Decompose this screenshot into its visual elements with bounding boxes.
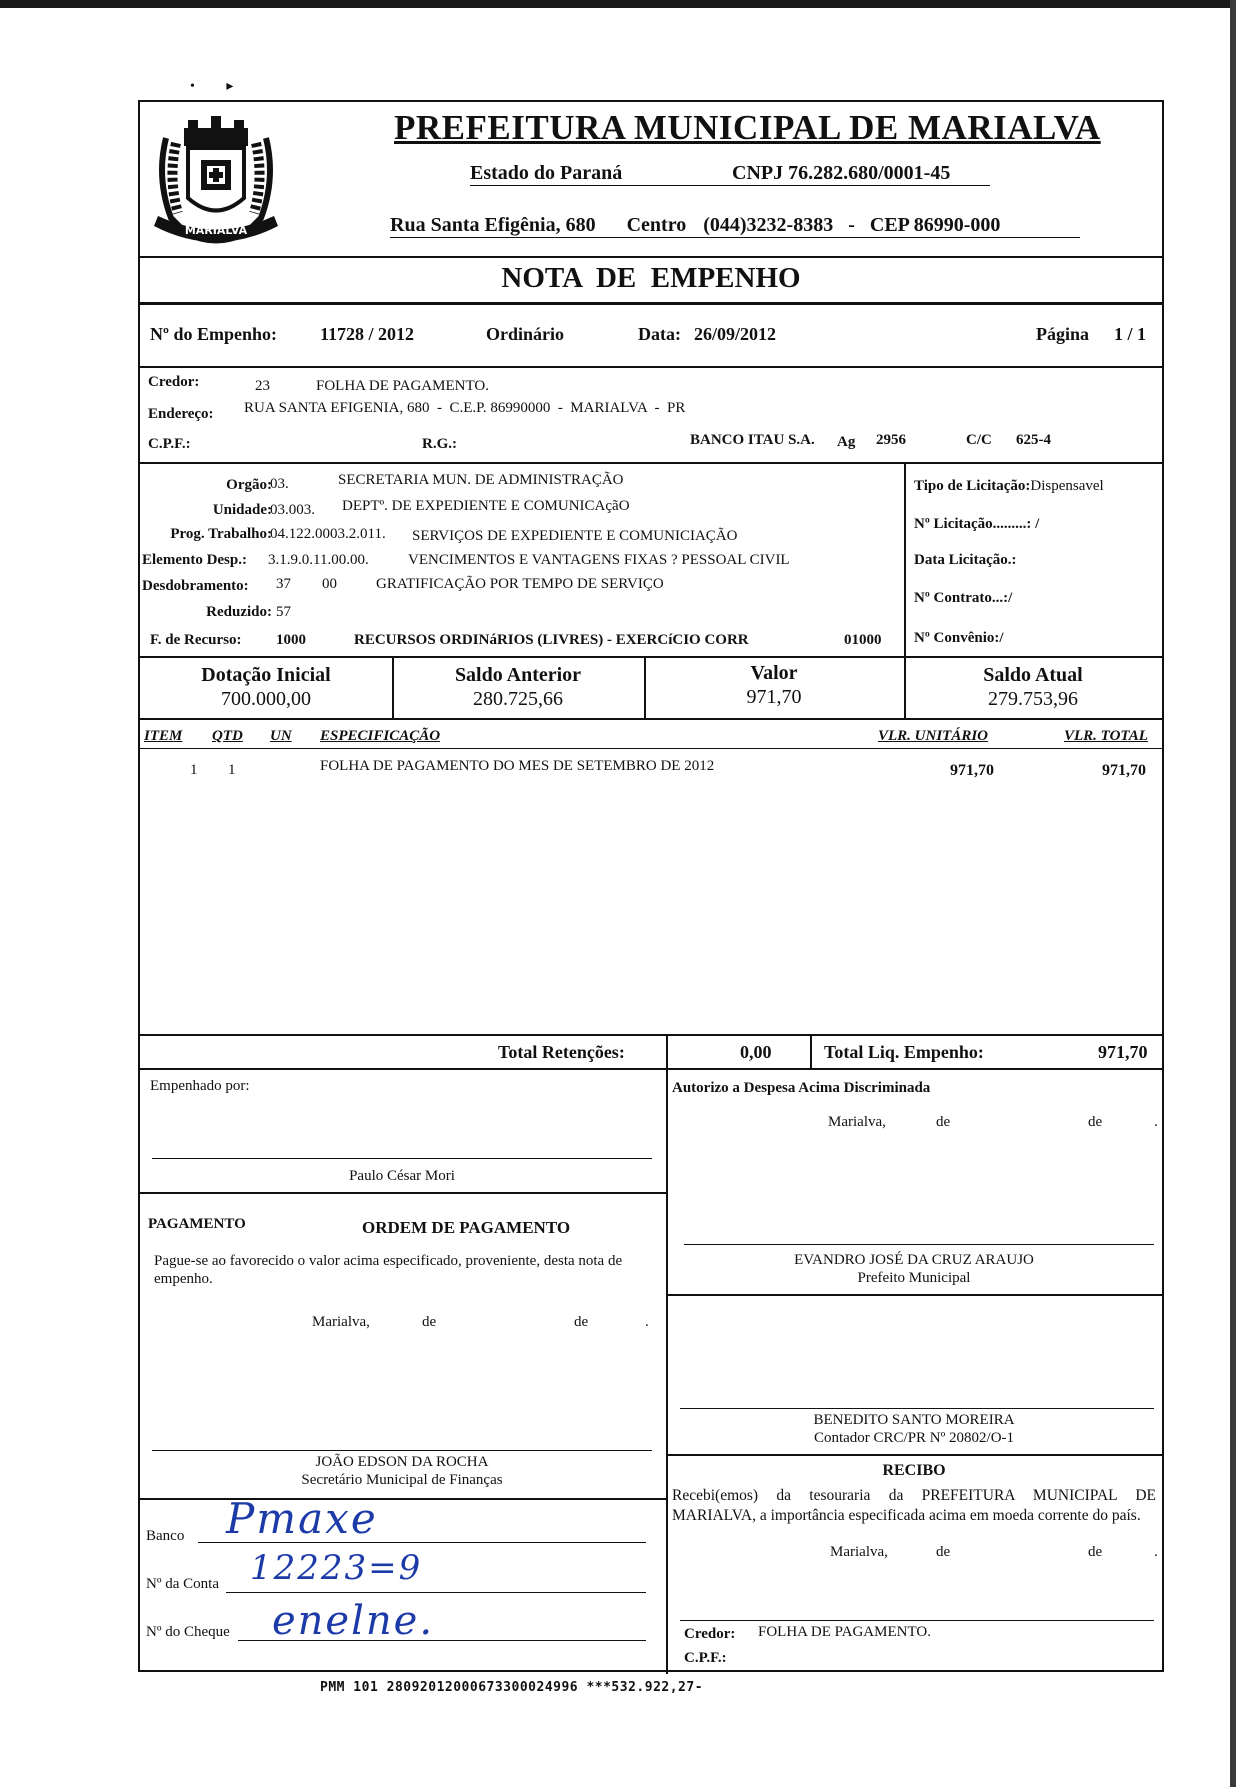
header-address: Rua Santa Efigênia, 680 (390, 214, 596, 236)
unidade-label: Unidade: (212, 502, 272, 518)
secretario-nome: JOÃO EDSON DA ROCHA (315, 1454, 489, 1470)
empenho-tipo: Ordinário (486, 324, 565, 344)
footer-code: PMM 101 28092012000673300024996 ***532.922,27- (320, 1680, 704, 1695)
elemento-desp-label: Elemento Desp.: (142, 552, 247, 568)
header-address-line (390, 214, 1080, 238)
total-liquido-valor: 971,70 (1098, 1042, 1148, 1062)
credor-cc: 625-4 (1016, 432, 1051, 448)
col-item: ITEM (144, 728, 183, 744)
total-retencoes-valor: 0,00 (740, 1042, 772, 1062)
pagamento-de2: de (574, 1314, 589, 1330)
conta-label: Nº da Conta (146, 1576, 219, 1592)
item-row-1-qtd: 1 (228, 762, 236, 778)
autorizo-de2: de (1088, 1114, 1103, 1130)
header-state-cnpj-line (470, 162, 990, 186)
empenho-data: 26/09/2012 (694, 324, 777, 344)
saldo-atual-label: Saldo Atual (983, 664, 1083, 686)
credor-label: Credor: (148, 374, 200, 390)
desdobramento-codigo: 37 (276, 576, 291, 592)
empenho-data-label: Data: (638, 324, 681, 344)
desdobramento-sub: 00 (322, 576, 337, 592)
prefeito-cargo: Prefeito Municipal (857, 1270, 971, 1286)
num-convenio: Nº Convênio:/ (914, 630, 1004, 646)
col-vlr-unitario: VLR. UNITÁRIO (878, 728, 989, 744)
prog-trabalho-codigo: 04.122.0003.2.011. (270, 526, 386, 542)
recibo-texto: Recebi(emos) da tesouraria da PREFEITURA MUNICIPAL DE MARIALVA, a importância especificada acima em moeda corrente do país. (672, 1487, 1156, 1524)
conta-handwriting: 12223=9 (250, 1548, 423, 1588)
unidade-nome: DEPTº. DE EXPEDIENTE E COMUNICAçãO (342, 498, 630, 514)
credor-banco: BANCO ITAU S.A. (690, 432, 815, 448)
recibo-credor: FOLHA DE PAGAMENTO. (758, 1624, 931, 1640)
scan-marks: • ▸ (190, 79, 234, 94)
banco-label: Banco (146, 1528, 185, 1544)
orgao-codigo: 03. (270, 476, 289, 492)
document-frame (138, 100, 1164, 1672)
col-un: UN (270, 728, 292, 744)
desdobramento-nome: GRATIFICAÇÃO POR TEMPO DE SERVIÇO (376, 576, 664, 592)
recibo-local: Marialva, (830, 1544, 888, 1560)
recibo-de2: de (1088, 1544, 1103, 1560)
contador-nome: BENEDITO SANTO MOREIRA (813, 1412, 1015, 1428)
orgao-label: Orgão: (226, 477, 272, 493)
unidade-codigo: 03.003. (270, 502, 315, 518)
credor-nome: FOLHA DE PAGAMENTO. (316, 378, 489, 394)
fonte-recurso-codigo: 1000 (276, 632, 306, 648)
pagamento-ponto: . (645, 1314, 649, 1330)
header-title: PREFEITURA MUNICIPAL DE MARIALVA (394, 108, 1101, 147)
scan-edge-top (0, 0, 1236, 8)
header-cep: CEP 86990-000 (869, 214, 1001, 236)
valor-label: Valor (750, 662, 798, 684)
autorizo-de1: de (936, 1114, 951, 1130)
scan-edge-right (1230, 0, 1236, 1787)
autorizo-local: Marialva, (828, 1114, 886, 1130)
header-cnpj: CNPJ 76.282.680/0001-45 (732, 162, 951, 184)
endereco-label: Endereço: (148, 406, 214, 422)
recibo-cpf-label: C.P.F.: (684, 1650, 727, 1666)
empenho-numero-label: Nº do Empenho: (150, 324, 277, 344)
credor-codigo: 23 (255, 378, 270, 394)
contador-cargo: Contador CRC/PR Nº 20802/O-1 (813, 1430, 1015, 1446)
total-liquido-label: Total Liq. Empenho: (824, 1042, 984, 1062)
empenho-numero: 11728 / 2012 (320, 324, 415, 344)
fonte-recurso-label: F. de Recurso: (150, 632, 242, 648)
empenhado-label: Empenhado por: (150, 1078, 250, 1094)
pagamento-label: PAGAMENTO (148, 1216, 246, 1232)
fonte-recurso-nome: RECURSOS ORDINáRIOS (LIVRES) - EXERCíCIO CORR (354, 632, 749, 648)
recibo-credor-label: Credor: (684, 1626, 736, 1642)
credor-endereco: RUA SANTA EFIGENIA, 680 - C.E.P. 86990000 - MARIALVA - PR (244, 400, 686, 416)
ordem-pagamento-label: ORDEM DE PAGAMENTO (362, 1218, 571, 1237)
cheque-label: Nº do Cheque (146, 1624, 230, 1640)
item-row-1-vlr-unitario: 971,70 (950, 762, 994, 779)
cc-label: C/C (966, 432, 992, 448)
document-title: NOTA DE EMPENHO (501, 262, 801, 294)
fonte-recurso-fim: 01000 (844, 632, 882, 648)
banco-handwriting: Pmaxe (226, 1494, 378, 1543)
valor-valor: 971,70 (746, 686, 802, 708)
empenhado-nome: Paulo César Mori (349, 1168, 455, 1184)
seal-banner-text: MARIALVA (184, 224, 248, 237)
reduzido-label: Reduzido: (206, 604, 272, 620)
tipo-licitacao-label (914, 478, 1104, 495)
item-row-1-item: 1 (190, 762, 198, 778)
autorizo-label: Autorizo a Despesa Acima Discriminada (672, 1080, 931, 1096)
empenho-pagina-label: Página (1036, 324, 1090, 344)
header-phone: (044)3232-8383 (703, 214, 834, 236)
pagamento-texto: Pague-se ao favorecido o valor acima especificado, proveniente, desta nota de empenho. (154, 1253, 623, 1287)
empenho-pagina: 1 / 1 (1114, 324, 1147, 344)
tipo-licitacao-label-text: Tipo de Licitação: (914, 478, 1031, 494)
secretario-cargo: Secretário Municipal de Finanças (301, 1472, 503, 1488)
credor-ag: 2956 (876, 432, 906, 448)
recibo-label: RECIBO (882, 1462, 946, 1479)
pagamento-local: Marialva, (312, 1314, 370, 1330)
elemento-desp-nome: VENCIMENTOS E VANTAGENS FIXAS ? PESSOAL CIVIL (408, 552, 790, 568)
saldo-anterior-label: Saldo Anterior (454, 664, 582, 686)
col-especificacao: ESPECIFICAÇÃO (320, 728, 441, 744)
num-contrato: Nº Contrato...:/ (914, 590, 1013, 606)
tipo-licitacao-valor: Dispensavel (1030, 478, 1104, 494)
col-qtd: QTD (212, 728, 243, 744)
item-row-1-especificacao: FOLHA DE PAGAMENTO DO MES DE SETEMBRO DE 2012 (320, 758, 715, 774)
reduzido-valor: 57 (276, 604, 291, 620)
dotacao-inicial-valor: 700.000,00 (221, 688, 311, 710)
orgao-nome: SECRETARIA MUN. DE ADMINISTRAÇÃO (338, 472, 624, 488)
saldo-anterior-valor: 280.725,66 (473, 688, 563, 710)
recibo-ponto: . (1154, 1544, 1158, 1560)
prog-trabalho-label: Prog. Trabalho: (170, 526, 272, 542)
desdobramento-label: Desdobramento: (142, 578, 249, 594)
recibo-de1: de (936, 1544, 951, 1560)
dotacao-inicial-label: Dotação Inicial (201, 664, 331, 686)
autorizo-ponto: . (1154, 1114, 1158, 1130)
item-row-1-vlr-total: 971,70 (1102, 762, 1146, 779)
header-dash: - (848, 214, 855, 236)
prefeito-nome: EVANDRO JOSÉ DA CRUZ ARAUJO (794, 1252, 1034, 1268)
header-district: Centro (626, 214, 687, 236)
header-state: Estado do Paraná (470, 162, 623, 184)
cheque-handwriting: enelne. (272, 1598, 435, 1644)
data-licitacao: Data Licitação.: (914, 552, 1017, 568)
rg-label: R.G.: (422, 436, 457, 452)
pagamento-de1: de (422, 1314, 437, 1330)
prog-trabalho-nome: SERVIÇOS DE EXPEDIENTE E COMUNICIAÇÃO (412, 528, 738, 544)
elemento-desp-codigo: 3.1.9.0.11.00.00. (268, 552, 369, 568)
ag-label: Ag (837, 434, 856, 450)
saldo-atual-valor: 279.753,96 (988, 688, 1078, 710)
num-licitacao: Nº Licitação.........: / (914, 516, 1040, 532)
total-retencoes-label: Total Retenções: (498, 1042, 625, 1062)
col-vlr-total: VLR. TOTAL (1064, 728, 1148, 744)
municipal-seal-icon (146, 108, 286, 253)
cpf-label: C.P.F.: (148, 436, 191, 452)
